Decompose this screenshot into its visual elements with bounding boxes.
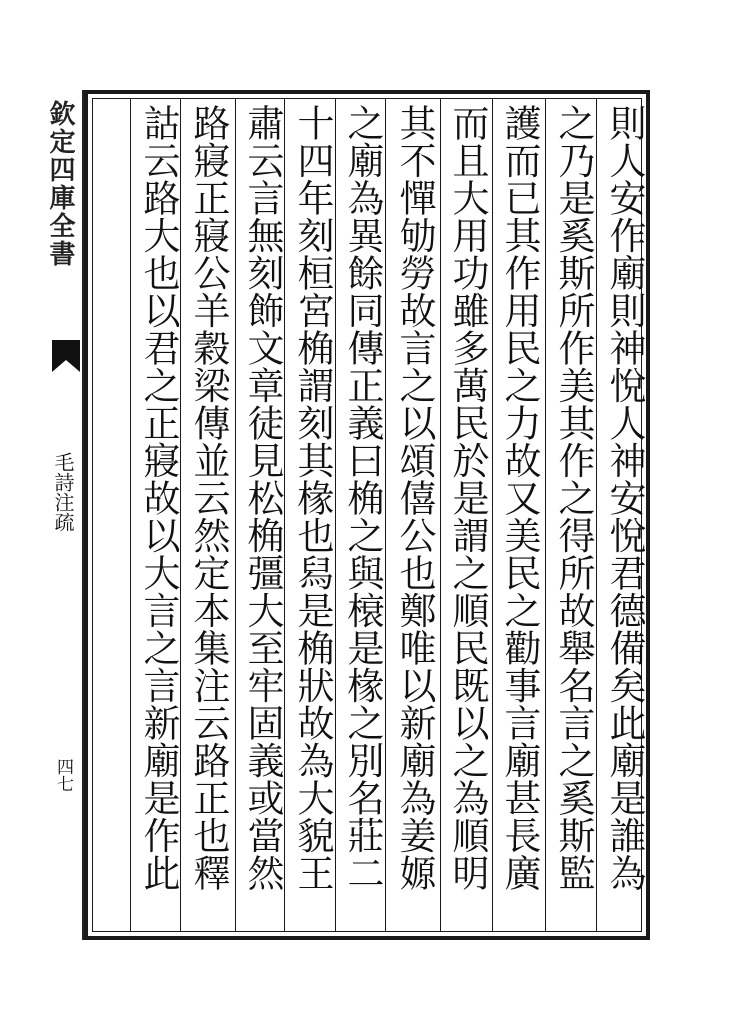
text-column: 肅云言無刻飾文章徒見松桷彊大至牢固義或當然 xyxy=(241,104,284,892)
text-column: 十四年刻桓宮桷謂刻其椽也舄是桷狀故為大貌王 xyxy=(291,104,334,892)
text-column: 路寢正寢公羊穀梁傳並云然定本集注云路正也釋 xyxy=(187,104,230,892)
column-divider xyxy=(440,98,441,932)
margin-header-mark: 欽定四庫全書 xyxy=(45,100,75,268)
column-divider xyxy=(545,98,546,932)
margin-page-number: 四七 xyxy=(53,758,73,792)
column-divider xyxy=(492,98,493,932)
margin-book-title: 毛詩注疏 xyxy=(51,452,75,532)
column-divider xyxy=(335,98,336,932)
column-divider xyxy=(385,98,386,932)
text-column: 其不憚劬勞故言之以頌僖公也鄭唯以新廟為姜嫄 xyxy=(393,104,436,892)
column-divider xyxy=(596,98,597,932)
column-divider xyxy=(235,98,236,932)
text-column: 詁云路大也以君之正寢故以大言之言新廟是作此 xyxy=(137,104,180,892)
text-column: 而且大用功雖多萬民於是謂之順民既以之為順明 xyxy=(446,104,489,892)
text-column: 之廟為異餘同傳正義曰桷之與榱是椽之別名莊二 xyxy=(341,104,384,892)
fish-tail-mark-icon xyxy=(50,338,82,374)
text-column: 護而已其作用民之力故又美民之勸事言廟甚長廣 xyxy=(498,104,541,892)
text-column: 則人安作廟則神悅人神安悅君德備矣此廟是誰為 xyxy=(603,104,646,892)
text-column: 之乃是奚斯所作美其作之得所故舉名言之奚斯監 xyxy=(552,104,595,892)
column-divider xyxy=(130,98,131,932)
